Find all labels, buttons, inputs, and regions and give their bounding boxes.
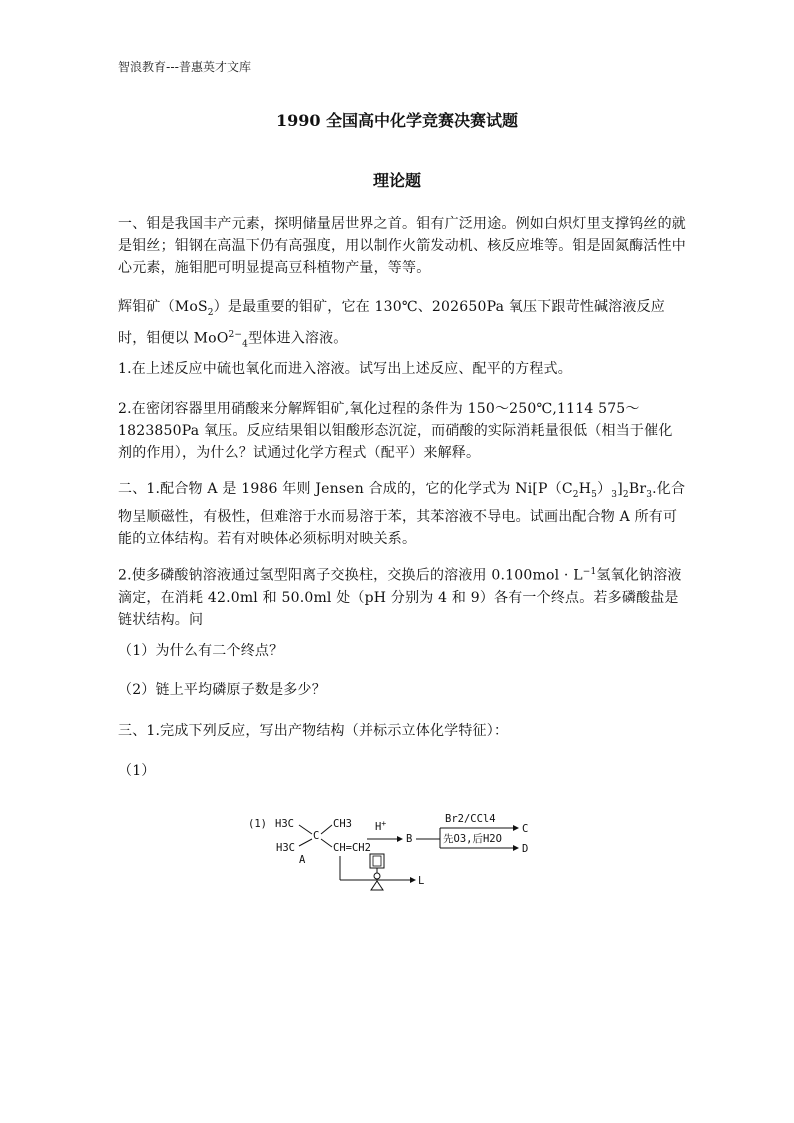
q1-intro: 一、钼是我国丰产元素，探明储量居世界之首。钼有广泛用途。例如白炽灯里支撑钨丝的就是钼丝；钼钢在高温下仍有高强度，用以制作火箭发动机、核反应堆等。钼是固氮酶活性中心元素，施钼肥可明显提高豆科植物产量，等等。 <box>118 216 686 276</box>
q1-ore-paragraph: 辉钼矿（MoS$_2$）是最重要的钼矿，它在 130℃、202650Pa 氧压下跟苛性碱溶液反应时，钼便以 MoO$^{2-}_4$型体进入溶液。 <box>118 299 665 350</box>
product-c: C <box>522 823 529 835</box>
scheme-methyl: CH3 <box>333 818 352 830</box>
q1-part1: 1.在上述反应中硫也氧化而进入溶液。试写出上述反应、配平的方程式。 <box>118 361 572 377</box>
arrow-to-b-head <box>397 836 403 842</box>
q1-part2: 2.在密闭容器里用硝酸来分解辉钼矿,氧化过程的条件为 150～250℃,1114 575～1823850Pa 氧压。反应结果钼以钼酸形态沉淀，而硝酸的实际消耗量很低（相当于催化剂的作用），为什么？试通过化学方程式（配平）来解释。 <box>118 401 673 461</box>
reagent-h-plus: H+ <box>375 819 387 833</box>
reagent-bromine: Br2/CCl4 <box>445 813 496 825</box>
q2-part2: 2.使多磷酸钠溶液通过氢型阳离子交换柱，交换后的溶液用 $0.100mol \cdot L^{-1}$氢氧化钠溶液滴定，在消耗 42.0ml 和 50.0ml 处（pH 分别为 4 和 9）各有一个终点。若多磷酸盐是链状结构。问 <box>118 567 682 628</box>
bond-bottom-left <box>299 839 312 846</box>
q3-intro: 三、1.完成下列反应，写出产物结构（并标示立体化学特征）： <box>118 723 509 739</box>
scheme-h3c-bottom: H3C <box>276 842 295 854</box>
benzene-ring-icon <box>370 854 384 890</box>
arrow-to-d-head <box>513 845 519 851</box>
q3-label: （1） <box>118 763 156 779</box>
scheme-central-carbon: C <box>313 830 320 842</box>
arrow-to-c-head <box>513 825 519 831</box>
page-title: 1990 全国高中化学竞赛决赛试题 <box>275 111 519 130</box>
scheme-vinyl: CH=CH2 <box>333 842 371 854</box>
bond-top-left <box>299 825 312 834</box>
reaction-scheme <box>245 808 545 893</box>
q2-sub1: （1）为什么有二个终点？ <box>118 643 284 659</box>
q2-part1: 二、1.配合物 A 是 1986 年则 Jensen 合成的，它的化学式为 $Ni[P(C_2H_5)_3]_2Br_3$.化合物呈顺磁性，有极性，但难溶于水而易溶于苯，其苯溶液不导电。试画出配合物 A 所有可能的立体结构。若有对映体必须标明对映关系。 <box>118 481 686 547</box>
arrow-to-l-head <box>410 877 416 883</box>
section-title: 理论题 <box>372 171 421 190</box>
bond-top-right <box>321 825 332 834</box>
document-header: 智浪教育---普惠英才文库 <box>118 60 251 74</box>
product-d: D <box>522 843 529 855</box>
scheme-number: (1) <box>248 818 267 830</box>
scheme-label-a: A <box>299 854 306 866</box>
q2-sub2: （2）链上平均磷原子数是多少？ <box>118 682 326 698</box>
reagent-ozone: 先O3,后H2O <box>443 833 502 845</box>
scheme-h3c-top: H3C <box>275 818 294 830</box>
bond-bottom-right <box>321 839 332 847</box>
product-b: B <box>406 833 413 845</box>
product-l: L <box>418 875 425 887</box>
